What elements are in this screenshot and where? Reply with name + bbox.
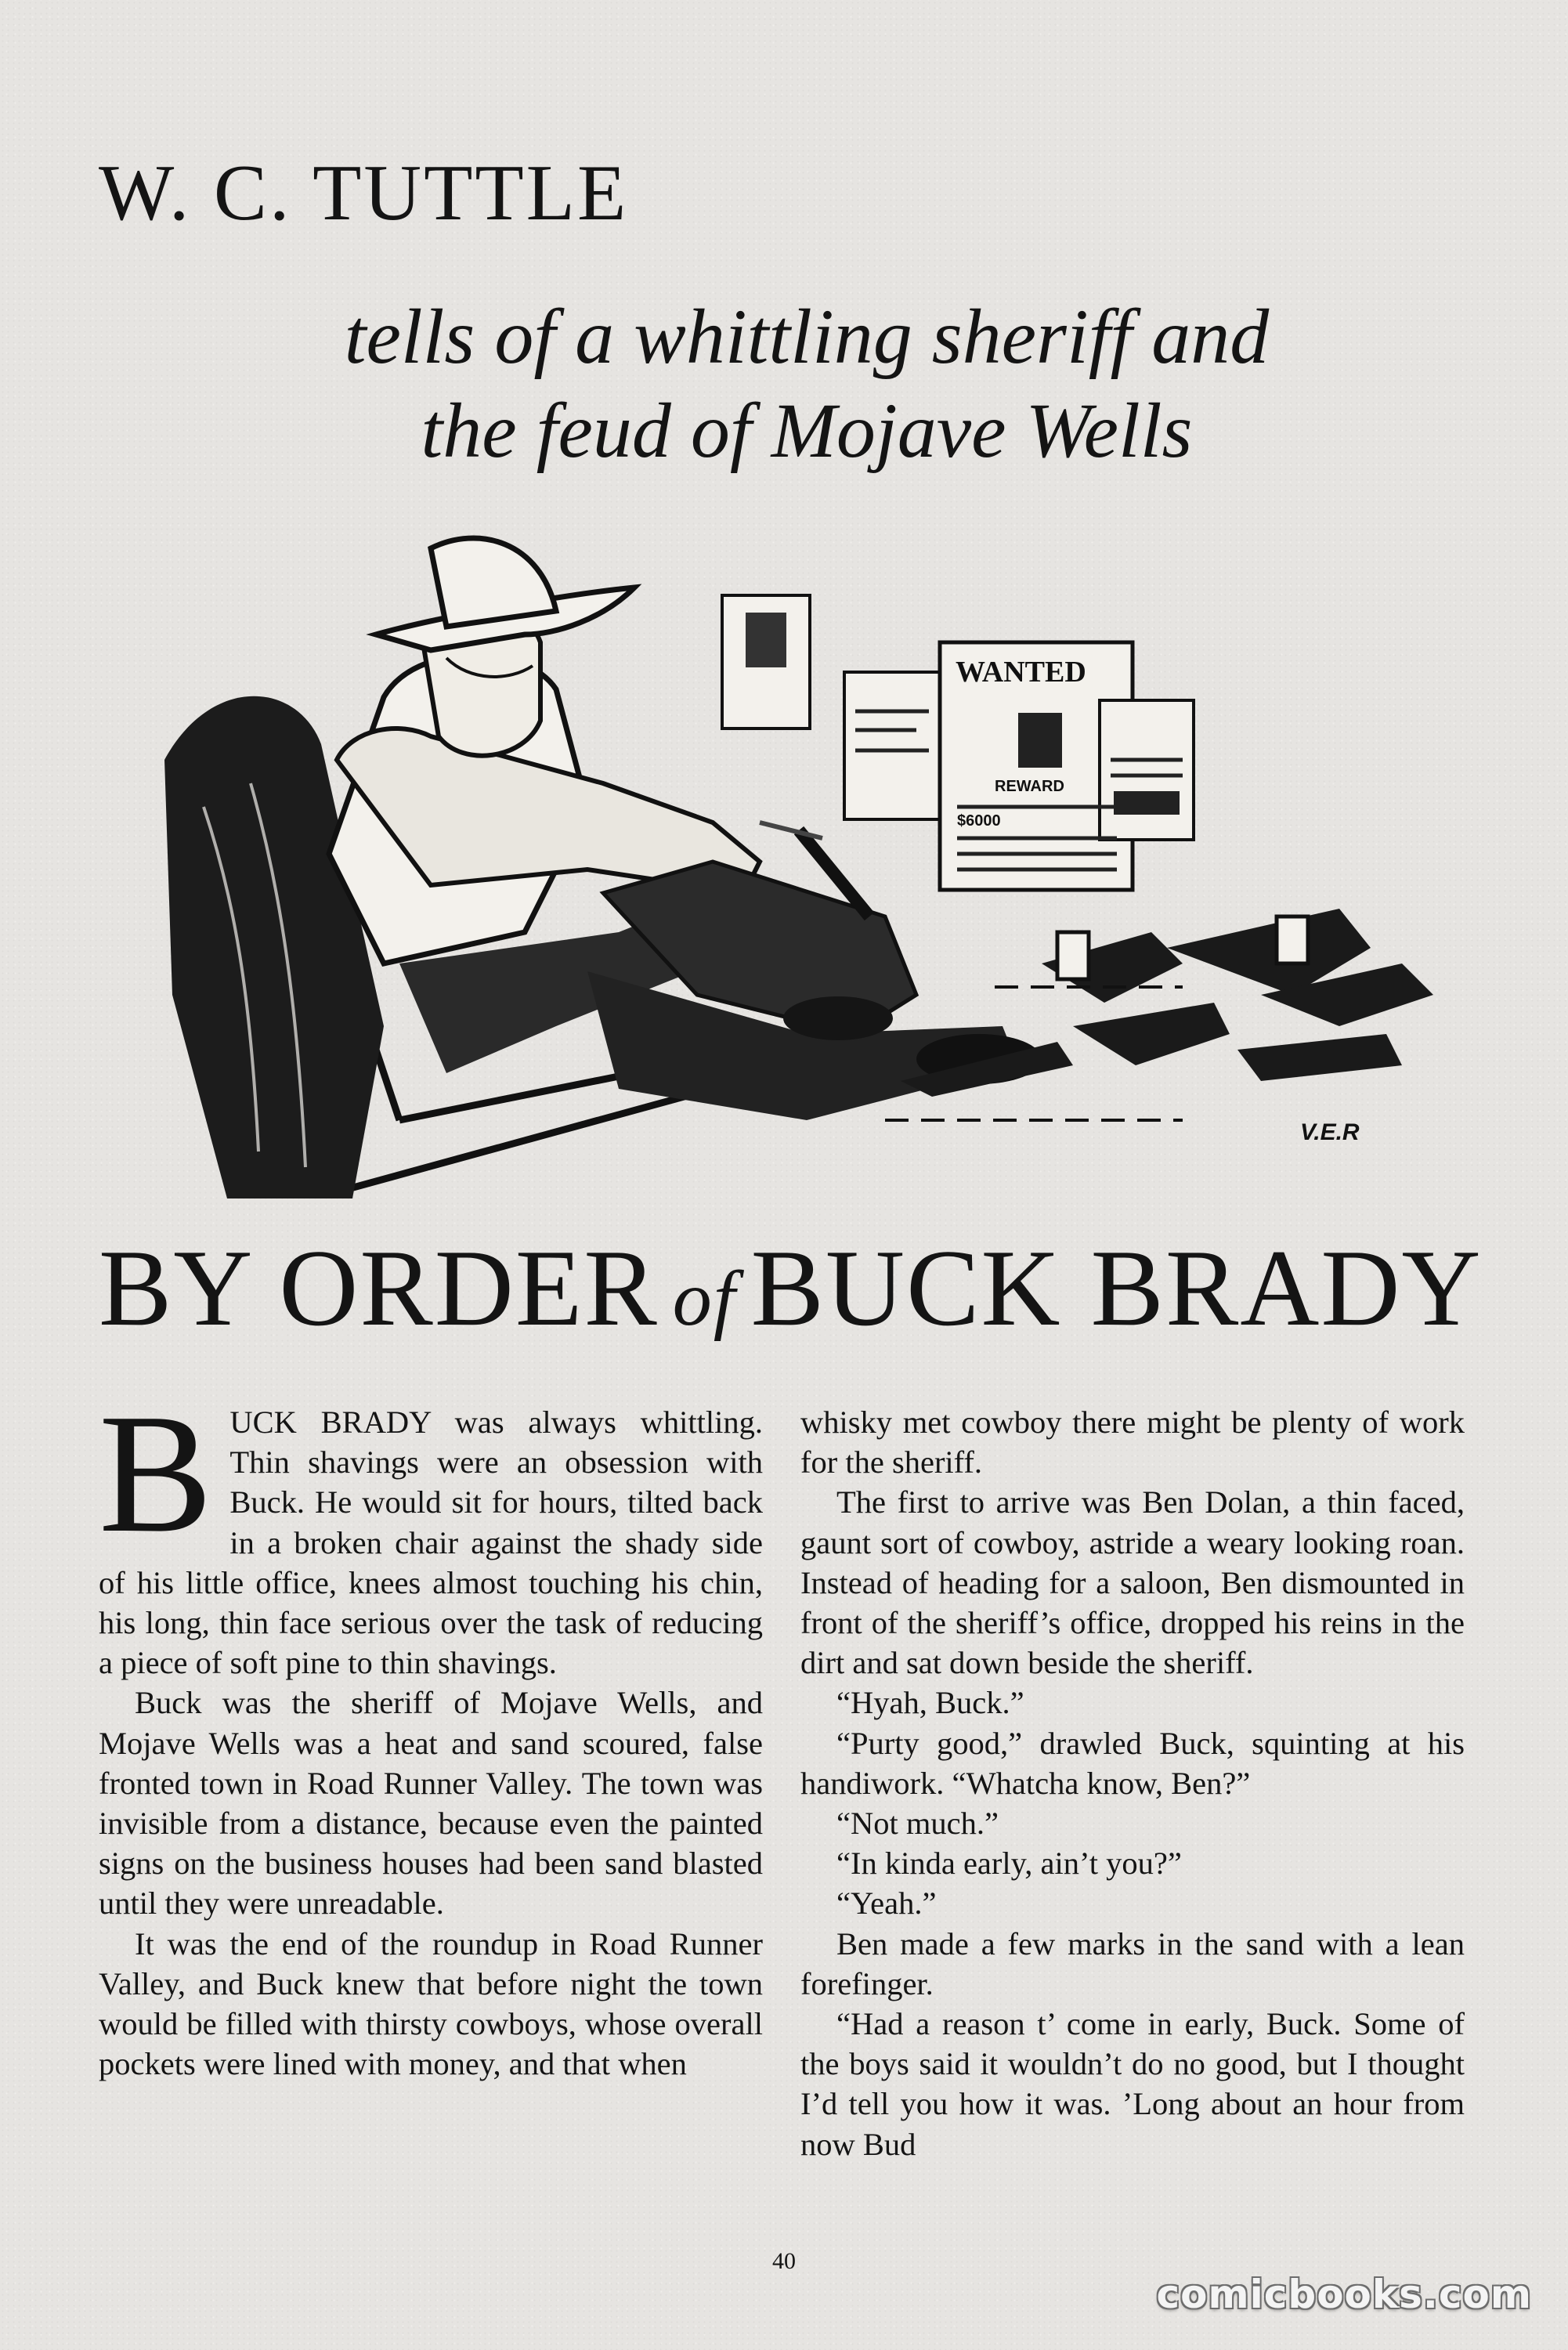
- sheriff-illustration: [117, 525, 1457, 1198]
- paragraph: “Purty good,” drawled Buck, squinting at his handiwork. “Whatcha know, Ben?”: [800, 1725, 1465, 1801]
- paragraph: Ben made a few marks in the sand with a lean forefinger.: [800, 1925, 1465, 2001]
- paragraph: “Had a reason t’ come in early, Buck. Some of the boys said it wouldn’t do no good, but I thought I’d tell you how it was. ’Long about an hour from now Bud: [800, 2006, 1465, 2162]
- paragraph: whisky met cowboy there might be plenty of work for the sheriff.: [800, 1405, 1465, 1480]
- paragraph: It was the end of the roundup in Road Runner Valley, and Buck knew that before night the town would be filled with thirsty cowboys, whose overall pockets were lined with money, and that when: [99, 1925, 763, 2082]
- site-watermark: comicbooks.com: [1156, 2272, 1532, 2317]
- text-column-left: [99, 1379, 763, 2084]
- poster-reward-text: REWARD: [995, 778, 1064, 795]
- paragraph: “In kinda early, ain’t you?”: [836, 1846, 1182, 1882]
- wanted-posters: [722, 595, 1194, 890]
- sheriff-figure: [329, 538, 1042, 1120]
- text-column-right: [800, 1402, 1465, 2164]
- poster-amount-text: $6000: [957, 812, 1001, 830]
- paragraph: The first to arrive was Ben Dolan, a thin faced, gaunt sort of cowboy, astride a weary looking roan. Instead of heading for a saloon, Ben dismounted in front of the sheriff’s office, dropped his reins in the dirt and sat down beside the sheriff.: [800, 1484, 1465, 1681]
- poster-wanted-text: WANTED: [956, 656, 1086, 689]
- paragraph: “Not much.”: [836, 1806, 999, 1842]
- paragraph-text: UCK BRADY was always whittling. Thin shavings were an obsession with Buck. He would sit for hours, tilted back in a broken chair against the shady side of his little office, knees almost touching his chin, his long, thin face serious over the task of reducing a piece of soft pine to thin shavings.: [99, 1405, 763, 1681]
- paragraph: [99, 1379, 763, 1683]
- guns-and-holsters: [901, 909, 1433, 1097]
- title-of: of: [672, 1255, 737, 1342]
- subtitle-line-1: tells of a whittling sheriff and: [344, 293, 1270, 380]
- drop-cap: B: [99, 1379, 213, 1568]
- title-part-1: BY ORDER: [99, 1227, 659, 1349]
- title-part-2: BUCK BRADY: [750, 1227, 1483, 1349]
- paragraph: “Hyah, Buck.”: [836, 1685, 1024, 1721]
- paragraph: Buck was the sheriff of Mojave Wells, and Mojave Wells was a heat and sand scoured, false fronted town in Road Runner Valley. The town was invisible from a distance, because even the painted signs on the business houses had been sand blasted until they were unreadable.: [99, 1685, 763, 1922]
- author-name: W. C. TUTTLE: [99, 149, 629, 237]
- paragraph: “Yeah.”: [836, 1885, 937, 1922]
- page-number: 40: [772, 2248, 796, 2274]
- artist-signature: V.E.R: [1300, 1119, 1360, 1145]
- subtitle-line-2: the feud of Mojave Wells: [421, 387, 1193, 474]
- story-subtitle: [282, 290, 1331, 478]
- story-title: [99, 1227, 1483, 1349]
